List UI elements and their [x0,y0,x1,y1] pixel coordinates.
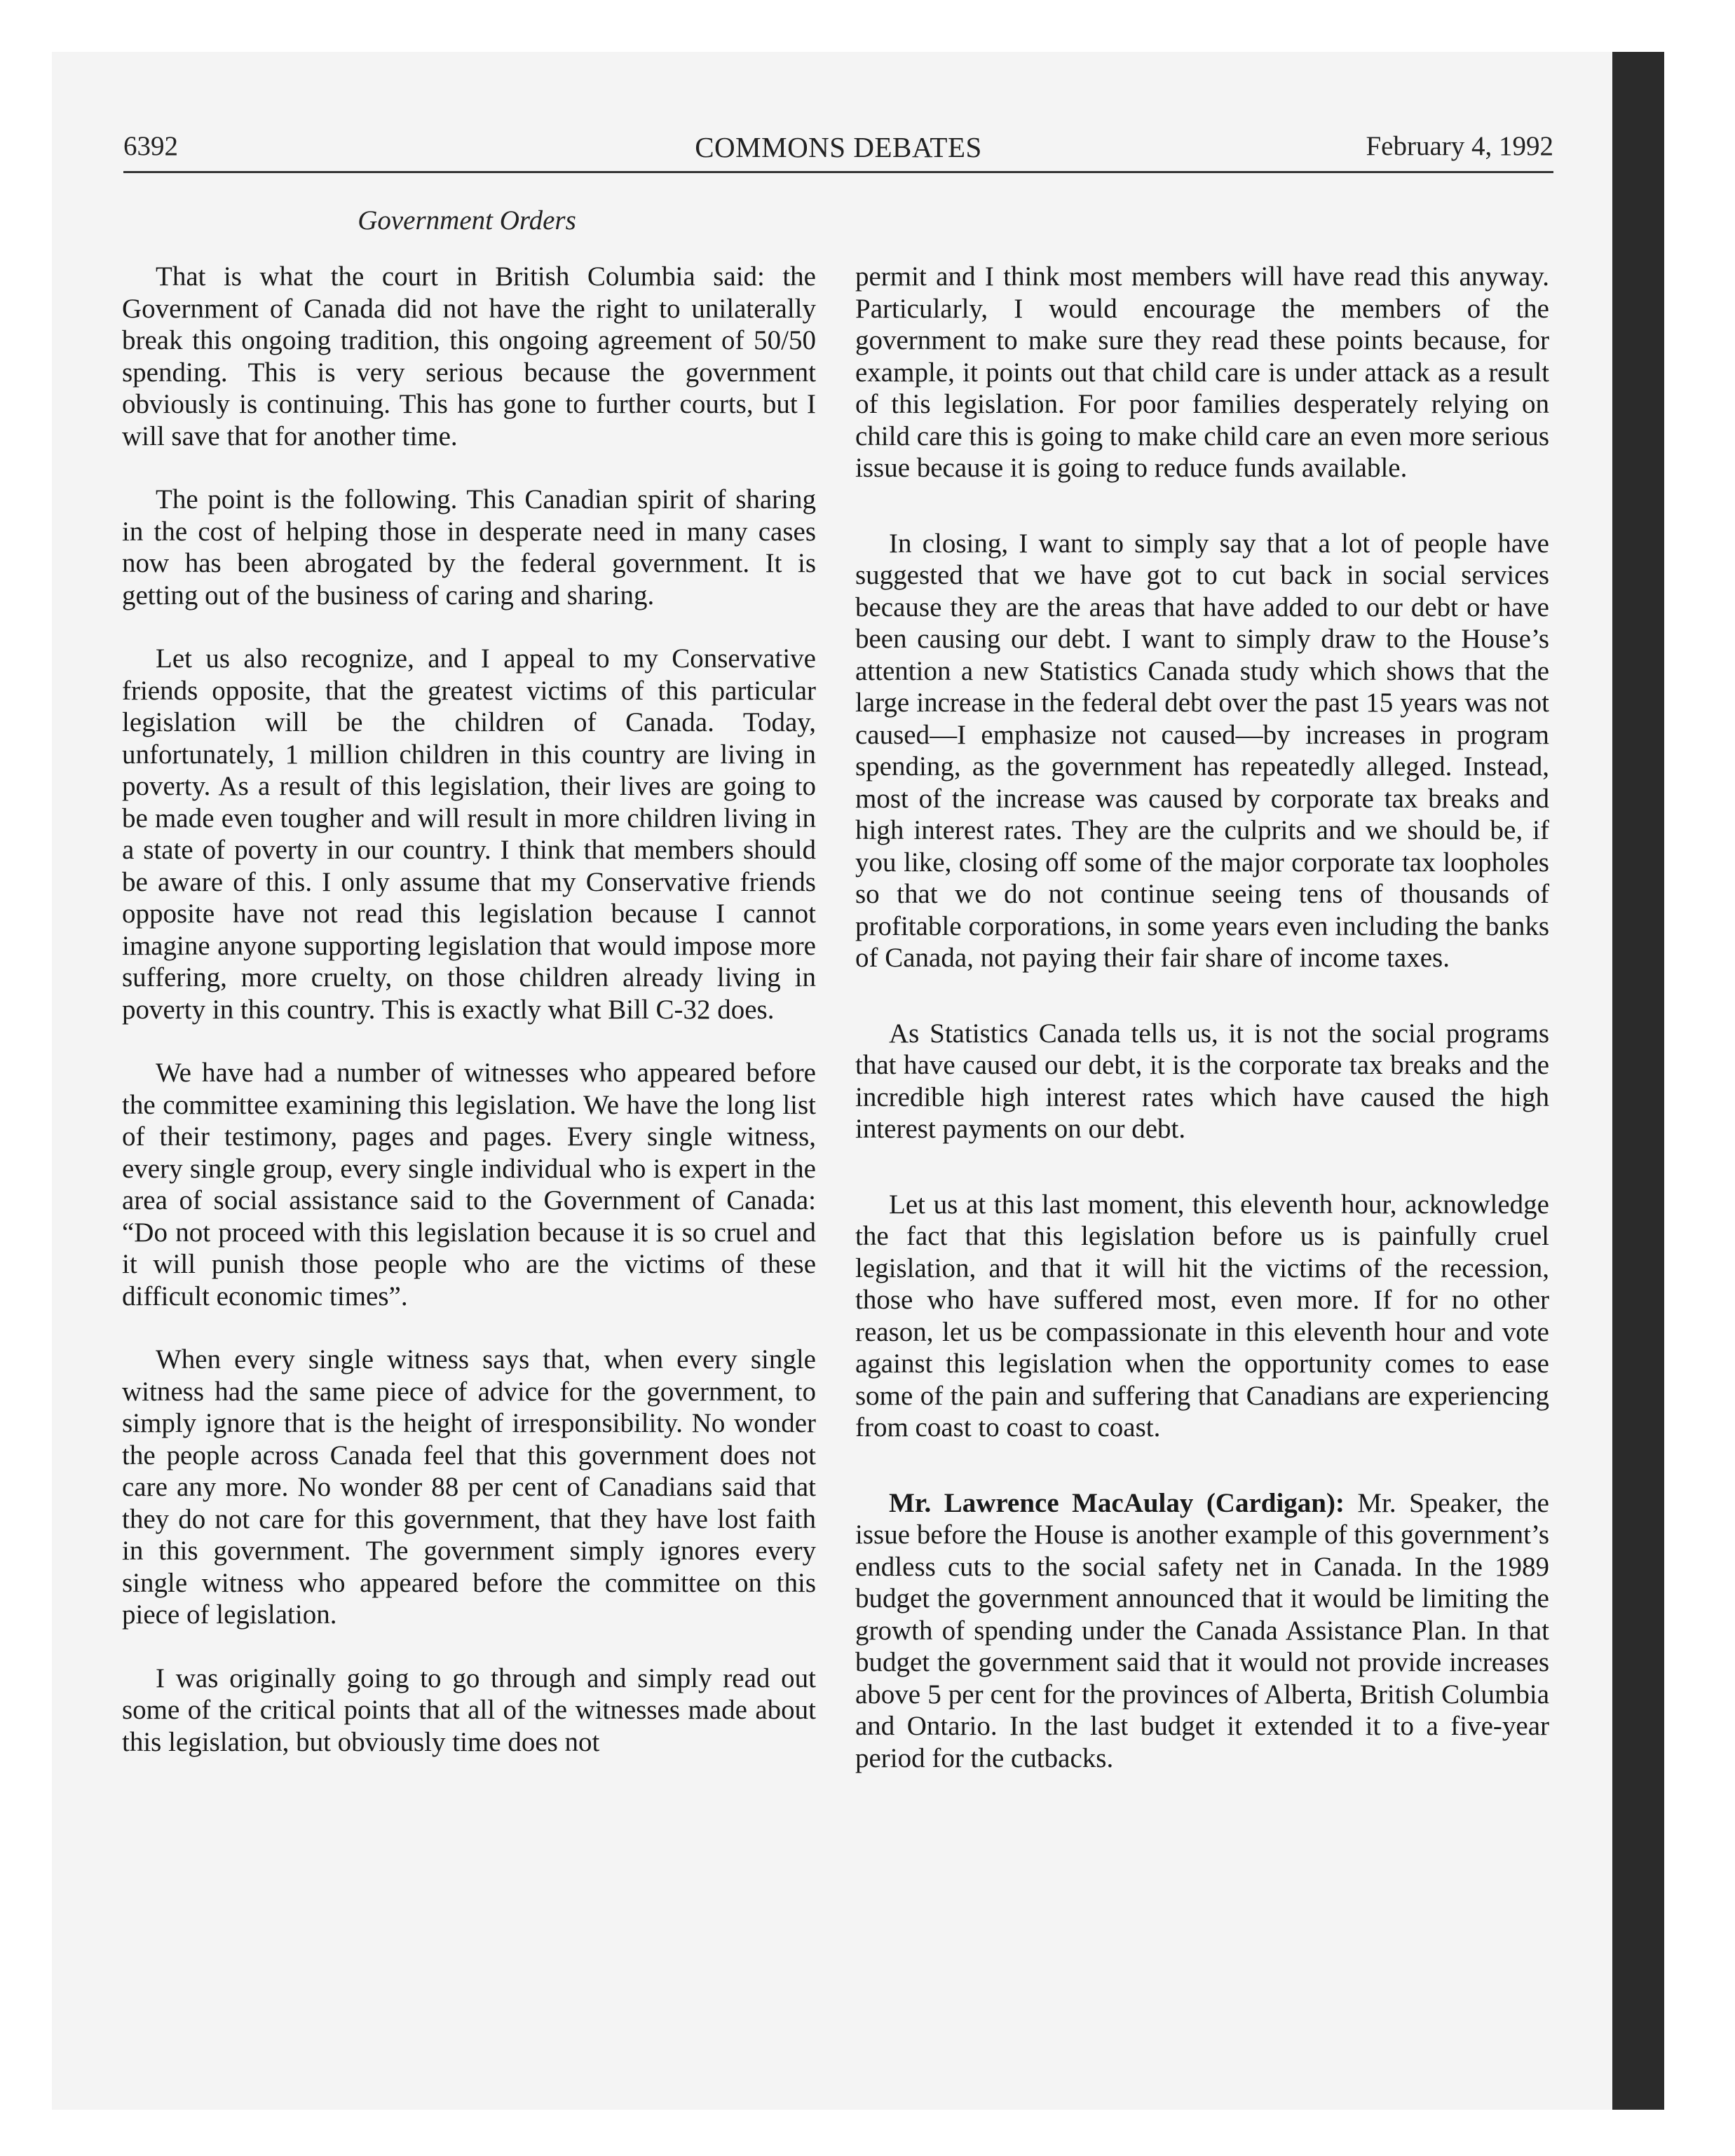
paragraph: We have had a number of witnesses who appeared before the committee examining this legislation. We have the long list of their testimony, pages and pages. Every single witness, every single group, every single individual who is expert in the area of social assistance said to the Government of Canada: “Do not proceed with this legislation because it is so cruel and it will punish those people who are the victims of these difficult economic times”. [122,1058,816,1311]
issue-date: February 4, 1992 [1366,131,1553,161]
page-number: 6392 [123,131,178,161]
speaker-name: Mr. Lawrence MacAulay (Cardigan): [889,1487,1345,1518]
paragraph: That is what the court in British Columbia said: the Government of Canada did not have the right to unilaterally break this ongoing tradition, this ongoing agreement of 50/50 spending. This is very serious because the government obviously is continuing. This has gone to further courts, but I will save that for another time. [122,261,816,451]
publication-title: COMMONS DEBATES [695,131,982,163]
continued-paragraph: permit and I think most members will have read this anyway. Particularly, I would encourage the members of the government to make sure they read these points because, for example, it points out that child care is under attack as a result of this legislation. For poor families desperately relying on child care this is going to make child care an even more serious issue because it is going to reduce funds available. [855,261,1549,483]
header-rule [123,171,1553,173]
binding-edge-shadow [1612,52,1664,2110]
right-column [855,261,1549,1806]
paragraph: When every single witness says that, when every single witness had the same piece of advice for the government, to simply ignore that is the height of irresponsibility. No wonder the people across Canada feel that this government does not care any more. No wonder 88 per cent of Canadians said that they do not care for this government, that they have lost faith in this government. The government simply ignores every single witness who appeared before the committee on this piece of legislation. [122,1344,816,1630]
left-column [122,261,816,1789]
paragraph: In closing, I want to simply say that a lot of people have suggested that we have got to cut back in social services because they are the areas that have added to our debt or have been causing our debt. I want to simply draw to the House’s attention a new Statistics Canada study which shows that the large increase in the federal debt over the past 15 years was not caused—I emphasize not caused—by increases in program spending, as the government has repeatedly alleged. Instead, most of the increase was caused by corporate tax breaks and high interest rates. They are the culprits and we should be, if you like, closing off some of the major corporate tax loopholes so that we do not continue seeing tens of thousands of profitable corporations, in some years even including the banks of Canada, not paying their fair share of income taxes. [855,528,1549,973]
paragraph: I was originally going to go through and simply read out some of the critical points that all of the witnesses made about this legislation, but obviously time does not [122,1663,816,1757]
paragraph: The point is the following. This Canadian spirit of sharing in the cost of helping those in desperate need in many cases now has been abrogated by the federal government. It is getting out of the business of caring and sharing. [122,484,816,610]
speech-paragraph [855,1487,1549,1775]
paragraph: As Statistics Canada tells us, it is not the social programs that have caused our debt, it is the corporate tax breaks and the incredible high interest rates which have caused the high interest payments on our debt. [855,1018,1549,1144]
paragraph: Let us also recognize, and I appeal to my Conservative friends opposite, that the greatest victims of this particular legislation will be the children of Canada. Today, unfortunately, 1 million children in this country are living in poverty. As a result of this legislation, their lives are going to be made even tougher and will result in more children living in a state of poverty in our country. I think that members should be aware of this. I only assume that my Conservative friends opposite have not read this legislation because I cannot imagine anyone supporting legislation that would impose more suffering, more cruelty, on those children already living in poverty in this country. This is exactly what Bill C-32 does. [122,643,816,1025]
paragraph: Let us at this last moment, this eleventh hour, acknowledge the fact that this legislation before us is painfully cruel legislation, and that it will hit the victims of the recession, those who have suffered most, even more. If for no other reason, let us be compassionate in this eleventh hour and vote against this legislation when the opportunity comes to ease some of the pain and suffering that Canadians are experiencing from coast to coast to coast. [855,1189,1549,1442]
running-header [123,130,1553,172]
section-label: Government Orders [358,205,576,236]
speech-text: Mr. Speaker, the issue before the House is another example of this government’s endless cuts to the social safety net in Canada. In the 1989 budget the government announced that it would be limiting the growth of spending under the Canada Assistance Plan. In that budget the government said that it would not provide increases above 5 per cent for the provinces of Alberta, British Columbia and Ontario. In the last budget it extended it to a five-year period for the cutbacks. [855,1487,1549,1773]
